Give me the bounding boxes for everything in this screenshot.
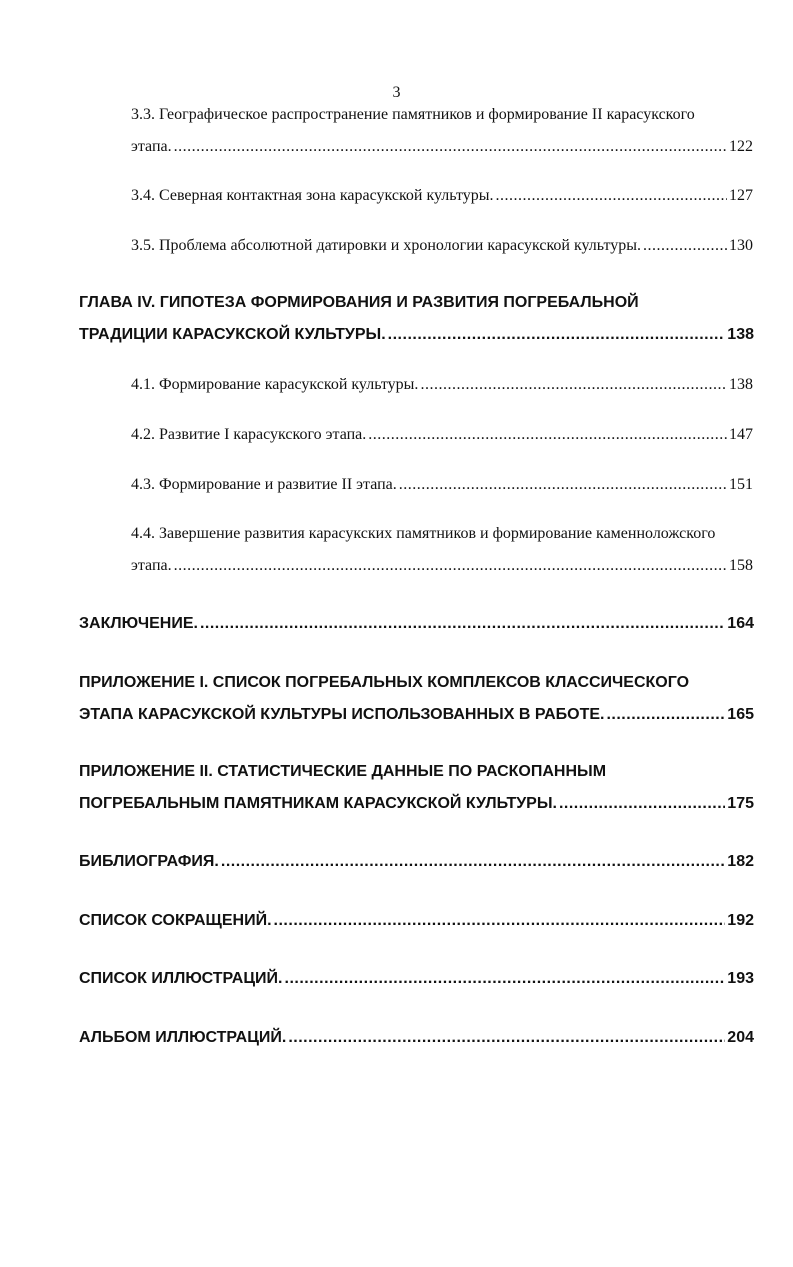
toc-entry-4-1[interactable] <box>131 374 753 396</box>
toc-entry-4-3[interactable] <box>131 474 753 496</box>
toc-page-number: 130 <box>729 237 753 254</box>
toc-entry-label: 4.1. Формирование карасукской культуры. <box>131 376 419 393</box>
toc-appendix-i-line2[interactable] <box>79 704 754 726</box>
dot-leader <box>288 1027 725 1049</box>
toc-entry-3-5[interactable] <box>131 235 753 257</box>
dot-leader <box>174 555 727 577</box>
dot-leader <box>559 793 725 815</box>
dot-leader <box>606 704 725 726</box>
toc-entry-label: СПИСОК СОКРАЩЕНИЙ. <box>79 912 272 929</box>
toc-page-number: 175 <box>727 795 754 812</box>
dot-leader <box>399 474 727 496</box>
page-number: 3 <box>392 84 401 101</box>
toc-entry-label: этапа. <box>131 138 172 155</box>
toc-entry-4-4-line1 <box>131 523 753 545</box>
toc-page-number: 182 <box>727 853 754 870</box>
toc-entry-label: 3.5. Проблема абсолютной датировки и хронологии карасукской культуры. <box>131 237 642 254</box>
toc-illustrations-list[interactable] <box>79 968 754 990</box>
toc-entry-label: ПРИЛОЖЕНИЕ I. СПИСОК ПОГРЕБАЛЬНЫХ КОМПЛЕКСОВ КЛАССИЧЕСКОГО <box>79 674 690 691</box>
toc-page-number: 192 <box>727 912 754 929</box>
dot-leader <box>368 424 727 446</box>
dot-leader <box>285 968 726 990</box>
toc-entry-3-4[interactable] <box>131 185 753 207</box>
toc-entry-label: ЭТАПА КАРАСУКСКОЙ КУЛЬТУРЫ ИСПОЛЬЗОВАННЫХ В РАБОТЕ. <box>79 706 605 723</box>
toc-entry-label: 4.2. Развитие I карасукского этапа. <box>131 426 367 443</box>
dot-leader <box>274 910 726 932</box>
toc-page-number: 165 <box>727 706 754 723</box>
toc-entry-label: БИБЛИОГРАФИЯ. <box>79 853 219 870</box>
toc-entry-label: 4.3. Формирование и развитие II этапа. <box>131 476 397 493</box>
toc-entry-label: этапа. <box>131 557 172 574</box>
toc-conclusion[interactable] <box>79 613 754 635</box>
toc-appendix-ii-line2[interactable] <box>79 793 754 815</box>
dot-leader <box>388 324 726 346</box>
toc-page-number: 164 <box>727 615 754 632</box>
toc-appendix-i-line1 <box>79 672 754 694</box>
dot-leader <box>643 235 727 257</box>
toc-abbreviations[interactable] <box>79 910 754 932</box>
toc-page-number: 122 <box>729 138 753 155</box>
toc-entry-label: АЛЬБОМ ИЛЛЮСТРАЦИЙ. <box>79 1029 287 1046</box>
toc-entry-label: ПОГРЕБАЛЬНЫМ ПАМЯТНИКАМ КАРАСУКСКОЙ КУЛЬТУРЫ. <box>79 795 557 812</box>
toc-entry-label: ГЛАВА IV. ГИПОТЕЗА ФОРМИРОВАНИЯ И РАЗВИТИЯ ПОГРЕБАЛЬНОЙ <box>79 294 639 311</box>
toc-entry-label: ПРИЛОЖЕНИЕ II. СТАТИСТИЧЕСКИЕ ДАННЫЕ ПО РАСКОПАННЫМ <box>79 763 607 780</box>
dot-leader <box>420 374 727 396</box>
toc-appendix-ii-line1 <box>79 761 754 783</box>
toc-page-number: 158 <box>729 557 753 574</box>
toc-bibliography[interactable] <box>79 851 754 873</box>
toc-page-number: 138 <box>729 376 753 393</box>
toc-entry-label: СПИСОК ИЛЛЮСТРАЦИЙ. <box>79 970 283 987</box>
dot-leader <box>200 613 725 635</box>
toc-entry-3-3-line2[interactable] <box>131 136 753 158</box>
toc-page-number: 193 <box>727 970 754 987</box>
toc-page-number: 151 <box>729 476 753 493</box>
toc-page-number: 127 <box>729 187 753 204</box>
toc-illustrations-album[interactable] <box>79 1027 754 1049</box>
toc-chapter-iv-line1 <box>79 292 754 314</box>
toc-chapter-iv-line2[interactable] <box>79 324 754 346</box>
toc-entry-4-4-line2[interactable] <box>131 555 753 577</box>
dot-leader <box>174 136 727 158</box>
toc-entry-label: ТРАДИЦИИ КАРАСУКСКОЙ КУЛЬТУРЫ. <box>79 326 386 343</box>
toc-entry-label: 3.3. Географическое распространение памятников и формирование II карасукского <box>131 106 695 123</box>
toc-entry-label: 3.4. Северная контактная зона карасукской культуры. <box>131 187 494 204</box>
toc-page-number: 138 <box>727 326 754 343</box>
toc-entry-label: 4.4. Завершение развития карасукских памятников и формирование каменноложского <box>131 525 716 542</box>
toc-entry-3-3-line1 <box>131 104 753 126</box>
toc-page-number: 147 <box>729 426 753 443</box>
toc-entry-4-2[interactable] <box>131 424 753 446</box>
dot-leader <box>221 851 725 873</box>
toc-page-number: 204 <box>727 1029 754 1046</box>
dot-leader <box>496 185 727 207</box>
toc-entry-label: ЗАКЛЮЧЕНИЕ. <box>79 615 198 632</box>
